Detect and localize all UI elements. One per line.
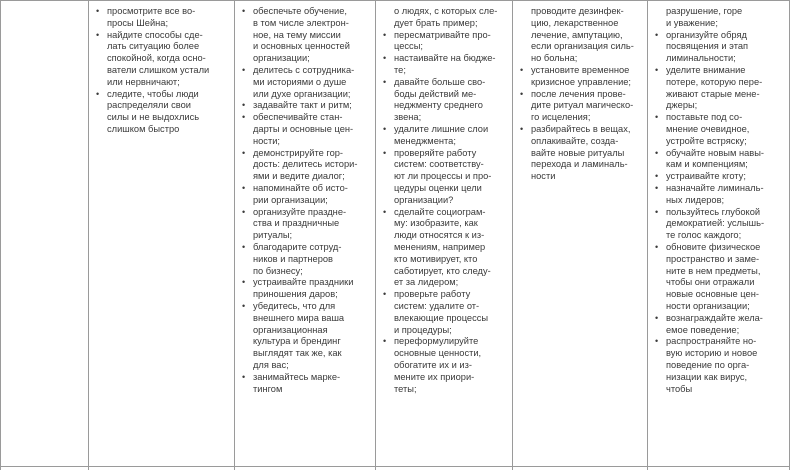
- list-item: • после лечения прове- дите ритуал магическо- го исцеления;: [519, 89, 643, 124]
- list-item: • обучайте новым навы- кам и компенциям;: [654, 148, 785, 172]
- list-item: • просмотрите все во- просы Шейна;: [95, 6, 230, 30]
- list-item: • вознаграждайте жела- емое поведение;: [654, 313, 785, 337]
- table-column-4: [376, 0, 512, 470]
- table-column-3: [235, 0, 375, 470]
- column-5-list: [519, 6, 643, 183]
- table-column-2: [89, 0, 234, 470]
- list-item: • организуйте праздне- ства и праздничные ритуалы;: [241, 207, 371, 242]
- list-item: • распространяйте но- вую историю и новое поведение по орга- низации как вирус, чтобы: [654, 336, 785, 395]
- list-item: • устраивайте кготу;: [654, 171, 785, 183]
- column-6-list: [654, 6, 785, 395]
- list-item: • организуйте обряд посвящения и этап лиминальности;: [654, 30, 785, 65]
- list-item: • настаивайте на бюдже- те;: [382, 53, 508, 77]
- list-item: • проверяйте работу систем: соответству- ют ли процессы и про- цедуры оценки цели организации?: [382, 148, 508, 207]
- list-item: • удалите лишние слои менеджмента;: [382, 124, 508, 148]
- list-item: • благодарите сотруд- ников и партнеров по бизнесу;: [241, 242, 371, 277]
- list-item: • установите временное кризисное управление;: [519, 65, 643, 89]
- list-item: • поставьте под со- мнение очевидное, устройте встряску;: [654, 112, 785, 147]
- column-2-list: [95, 6, 230, 136]
- list-item: • напоминайте об исто- рии организации;: [241, 183, 371, 207]
- column-3-list: [241, 6, 371, 395]
- list-item: • обеспечивайте стан- дарты и основные цен- ности;: [241, 112, 371, 147]
- list-item: • давайте больше сво- боды действий ме- неджменту среднего звена;: [382, 77, 508, 124]
- list-item: • следите, чтобы люди распределяли свои силы и не выдохлись слишком быстро: [95, 89, 230, 136]
- list-item: • делитесь с сотрудника- ми историями о душе или духе организации;: [241, 65, 371, 100]
- list-item: • обновите физическое пространство и заме- ните в нем предметы, чтобы они отражали новые основные цен- ности организации;: [654, 242, 785, 313]
- list-item: • занимайтесь марке- тингом: [241, 372, 371, 396]
- list-item-continued: о людях, с которых сле- дует брать пример;: [394, 6, 498, 28]
- list-item: • разбирайтесь в вещах, оплакивайте, созда- вайте новые ритуалы перехода и ламиналь- ности: [519, 124, 643, 183]
- table-column-6: [648, 0, 789, 470]
- list-item: • задавайте такт и ритм;: [241, 100, 371, 112]
- list-item: • переформулируйте основные ценности, обогатите их и из- мените их приори- теты;: [382, 336, 508, 395]
- list-item-continued: разрушение, горе и уважение;: [666, 6, 743, 28]
- table-column-5: [513, 0, 647, 470]
- list-item: • демонстрируйте гор- дость: делитесь истори- ями и ведите диалог;: [241, 148, 371, 183]
- list-item: • убедитесь, что для внешнего мира ваша организационная культура и брендинг выглядят так же, как для вас;: [241, 301, 371, 372]
- list-item: • пользуйтесь глубокой демократией: услышь- те голос каждого;: [654, 207, 785, 242]
- column-4-list: [382, 6, 508, 395]
- list-item: • назначайте лиминаль- ных лидеров;: [654, 183, 785, 207]
- list-item: • обеспечьте обучение, в том числе электрон- ное, на тему миссии и основных ценностей организации;: [241, 6, 371, 65]
- list-item: • устраивайте праздники приношения даров;: [241, 277, 371, 301]
- list-item: • сделайте социограм- му: изобразите, как люди относятся к из- менениям, например кто мотивирует, кто саботирует, кто следу- ет за лидером;: [382, 207, 508, 290]
- list-item: • проверьте работу систем: удалите от- влекающие процессы и процедуры;: [382, 289, 508, 336]
- list-item: • уделите внимание потере, которую пере- живают старые мене- джеры;: [654, 65, 785, 112]
- list-item-continued: проводите дезинфек- цию, лекарственное лечение, ампутацию, если организация силь- но больна;: [531, 6, 634, 64]
- list-item: • найдите способы сде- лать ситуацию более спокойной, когда осно- ватели слишком устали или нервничают;: [95, 30, 230, 89]
- table-column-1: [0, 0, 88, 470]
- list-item: • пересматривайте про- цессы;: [382, 30, 508, 54]
